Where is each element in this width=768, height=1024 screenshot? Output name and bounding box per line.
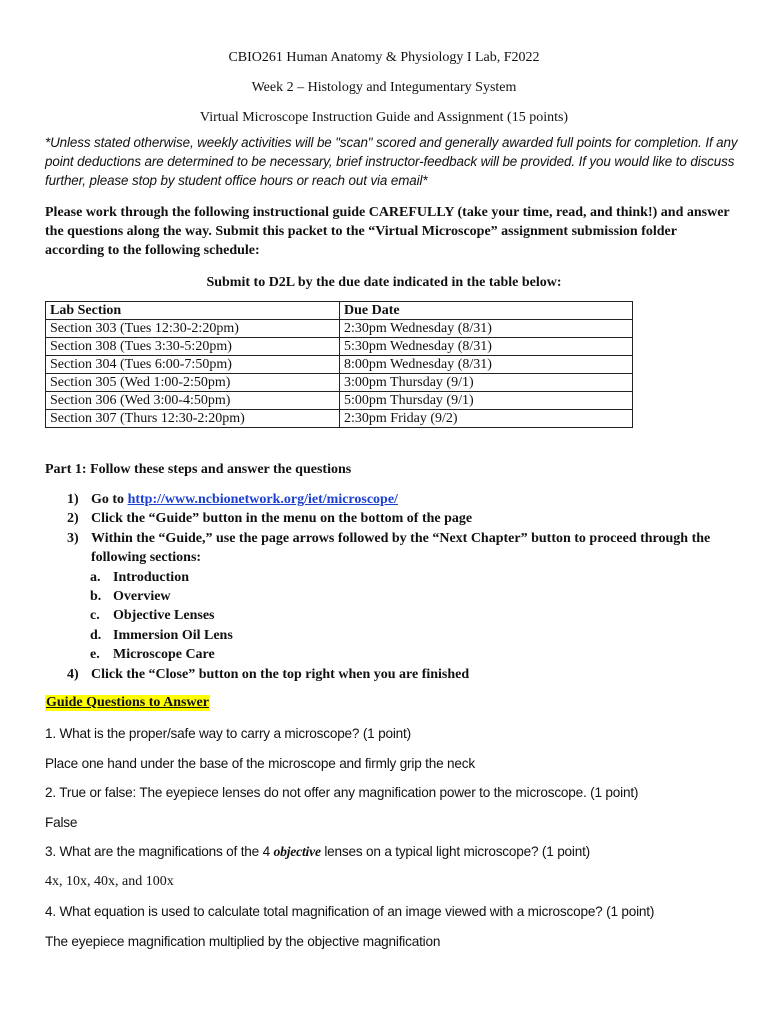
question-3-emphasis: objective [273,844,321,859]
list-item [67,587,711,606]
list-item [67,606,711,625]
header-lab-section: Lab Section [46,302,340,320]
question-1: 1. What is the proper/safe way to carry a microscope? (1 point) [45,726,411,741]
item-label: Introduction [113,569,189,585]
step-2 [67,509,711,528]
table-row [46,338,633,356]
item-label: Objective Lenses [113,608,215,624]
due-date-cell: 3:00pm Thursday (9/1) [340,374,633,392]
due-date-cell: 5:30pm Wednesday (8/31) [340,338,633,356]
item-letter: b. [90,589,102,605]
step-number: 1) [67,492,79,507]
list-item [67,645,711,664]
item-letter: e. [90,647,100,663]
table-header-row [46,302,633,320]
step-text: Click the “Guide” button in the menu on the bottom of the page [91,511,473,527]
header-due-date: Due Date [340,302,633,320]
question-3 [45,843,590,860]
table-row [46,392,633,410]
question-3-suffix: lenses on a typical light microscope? (1 point) [320,844,590,859]
lab-section-cell: Section 305 (Wed 1:00-2:50pm) [46,374,340,392]
step-text: Within the “Guide,” use the page arrows followed by the “Next Chapter” button to proceed through the following sections: [91,530,711,566]
grading-note: *Unless stated otherwise, weekly activities will be "scan" scored and generally awarded full points for completion. If any point deductions are determined to be necessary, brief instructor-feedback will be provided. If you would like to discuss further, please stop by student office hours or reach out via email* [45,135,738,188]
schedule-table [45,301,633,428]
instructions-paragraph: Please work through the following instructional guide CAREFULLY (take your time, read, and think!) and answer the questions along the way. Submit this packet to the “Virtual Microscope” assignment submission folder according to the following schedule: [45,205,730,258]
due-date-cell: 8:00pm Wednesday (8/31) [340,356,633,374]
step-4 [67,665,711,684]
lab-section-cell: Section 303 (Tues 12:30-2:20pm) [46,320,340,338]
lab-section-cell: Section 308 (Tues 3:30-5:20pm) [46,338,340,356]
step-text: Click the “Close” button on the top right when you are finished [91,666,470,682]
lab-section-cell: Section 307 (Thurs 12:30-2:20pm) [46,410,340,428]
guide-questions-heading: Guide Questions to Answer [46,695,209,710]
step-number: 3) [67,530,79,546]
table-row [46,320,633,338]
table-row [46,410,633,428]
step-number: 2) [67,511,79,527]
item-letter: d. [90,627,102,643]
answer-3: 4x, 10x, 40x, and 100x [45,874,174,889]
step-number: 4) [67,666,79,682]
item-letter: a. [90,569,101,585]
assignment-title: Virtual Microscope Instruction Guide and Assignment (15 points) [199,110,569,125]
microscope-link[interactable]: http://www.ncbionetwork.org/iet/microscope/ [127,492,398,507]
item-label: Microscope Care [113,647,215,663]
question-4: 4. What equation is used to calculate total magnification of an image viewed with a microscope? (1 point) [45,904,655,919]
question-3-prefix: 3. What are the magnifications of the 4 [45,844,274,859]
steps-list [67,490,711,684]
item-letter: c. [90,608,100,624]
course-title: CBIO261 Human Anatomy & Physiology I Lab, F2022 [228,50,540,65]
item-label: Overview [113,589,171,605]
list-item [67,626,711,645]
question-2: 2. True or false: The eyepiece lenses do not offer any magnification power to the microscope. (1 point) [45,785,639,800]
item-label: Immersion Oil Lens [113,627,233,643]
answer-4: The eyepiece magnification multiplied by the objective magnification [45,934,441,949]
table-row [46,356,633,374]
answer-1: Place one hand under the base of the microscope and firmly grip the neck [45,756,475,771]
part1-title: Part 1: Follow these steps and answer the questions [45,462,352,477]
submit-line: Submit to D2L by the due date indicated in the table below: [206,275,562,290]
due-date-cell: 5:00pm Thursday (9/1) [340,392,633,410]
due-date-cell: 2:30pm Friday (9/2) [340,410,633,428]
lab-section-cell: Section 306 (Wed 3:00-4:50pm) [46,392,340,410]
step-text: Go to [91,492,128,507]
answer-2: False [45,815,78,830]
due-date-cell: 2:30pm Wednesday (8/31) [340,320,633,338]
table-row [46,374,633,392]
week-title: Week 2 – Histology and Integumentary System [251,80,517,95]
step-3 [67,529,711,568]
lab-section-cell: Section 304 (Tues 6:00-7:50pm) [46,356,340,374]
list-item [67,568,711,587]
step-1 [67,490,711,509]
